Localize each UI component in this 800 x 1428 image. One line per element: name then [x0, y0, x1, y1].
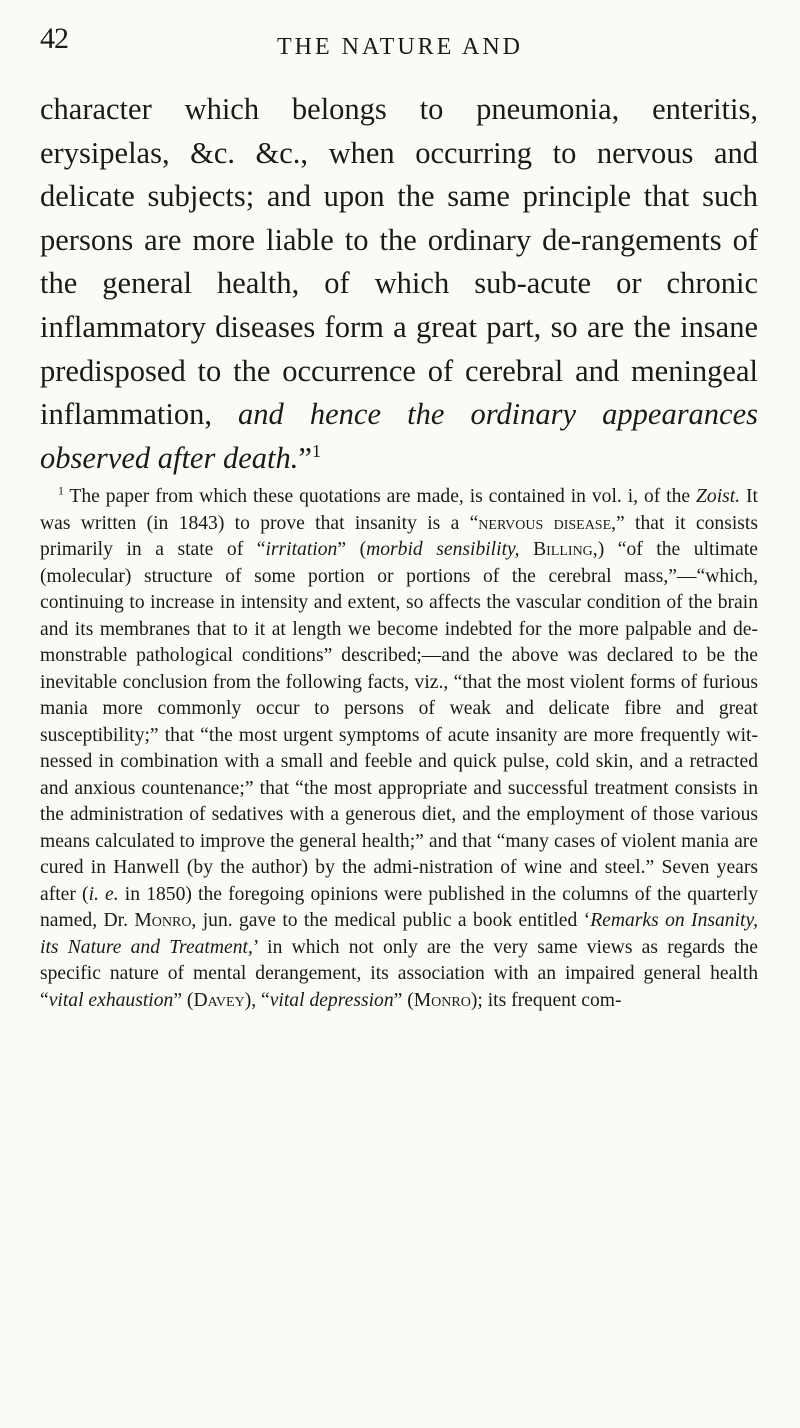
- footnote-text: It was written (in 1843) to prove that insanity is a “: [40, 486, 758, 534]
- footnote: [40, 484, 758, 1014]
- footnote-text-smallcaps: Davey: [193, 989, 245, 1011]
- footnote-text: ) “of the ultimate (molecular) structure of some portion or portions of the cerebral mass,”—“which, continuing to increase in intensity and extent, so affects the vascular condition of the brain and its membranes that to it at length we become indebted for the more palpable and de-monstrable pathological conditions” described;—and the above was declared to be the inevitable conclusion from the following facts, viz., “that the most violent forms of furious mania more commonly occur to persons of weak and delicate fibre and great susceptibility;” that “the most urgent symptoms of acute insanity are more frequently wit-nessed in combination with a small and feeble and quick pulse, cold skin, and a retracted and anxious countenance;” that “the most appropriate and successful treatment consists in the administration of sedatives with a generous diet, and the employment of those various means calculated to improve the general health;” and that “many cases of violent mania are cured in Hanwell (by the author) by the admi-nistration of wine and steel.” Seven years after (: [40, 539, 758, 905]
- main-text-italic: and hence the ordinary appearances observed after death.: [40, 397, 759, 475]
- footnote-text: ); its frequent com-: [470, 989, 622, 1011]
- footnote-text-italic: i. e.: [88, 883, 119, 905]
- footnote-text: jun. gave to the medical public a book entitled ‘: [196, 910, 591, 931]
- footnote-text: ” (: [173, 989, 194, 1011]
- footnote-text: ’ in which not only are the very same views as regards the specific nature of mental derangement, its association with an impaired general health “: [40, 936, 758, 1011]
- main-text: character which belongs to pneumonia, enteritis, erysipelas, &c. &c., when occurring to nervous and delicate subjects; and upon the same principle that such persons are more liable to the ordinary de-rangements of the general health, of which sub-acute or chronic inflammatory diseases form a great part, so are the insane predisposed to the occurrence of cerebral and meningeal inflammation,: [40, 92, 758, 432]
- running-head: THE NATURE AND: [277, 34, 523, 60]
- footnote-text-italic: Zoist.: [696, 486, 741, 507]
- footnote-text: in 1850) the foregoing opinions were published in the columns of the quarterly named, Dr.: [40, 883, 758, 931]
- footnote-text-italic: morbid sensibility,: [366, 539, 520, 560]
- main-paragraph: [40, 88, 758, 480]
- footnote-text-smallcaps: Billing,: [519, 539, 598, 560]
- footnote-text: The paper from which these quotations are made, is contained in vol. i, of the: [69, 486, 697, 507]
- footnote-text-italic: irritation: [265, 539, 338, 560]
- footnote-text-smallcaps: Monro,: [134, 910, 197, 931]
- footnote-marker: 1: [58, 484, 64, 498]
- footnote-text-smallcaps: Monro: [413, 989, 471, 1011]
- footnote-text: ), “: [244, 989, 270, 1011]
- main-closing-quote: ”: [298, 440, 312, 475]
- footnote-text-italic: vital depression: [269, 989, 394, 1011]
- footnote-text: ” (: [337, 539, 367, 560]
- page-number: 42: [40, 22, 68, 55]
- footnote-text-italic: vital exhaustion: [48, 989, 174, 1011]
- footnote-text: ” that it consists primarily in a state of “: [40, 512, 758, 560]
- footnote-reference[interactable]: 1: [311, 440, 322, 461]
- footnote-text-italic: Remarks on Insanity, its Nature and Treatment,: [40, 910, 758, 958]
- footnote-text-smallcaps: nervous disease,: [478, 512, 617, 534]
- footnote-text: ” (: [393, 989, 414, 1011]
